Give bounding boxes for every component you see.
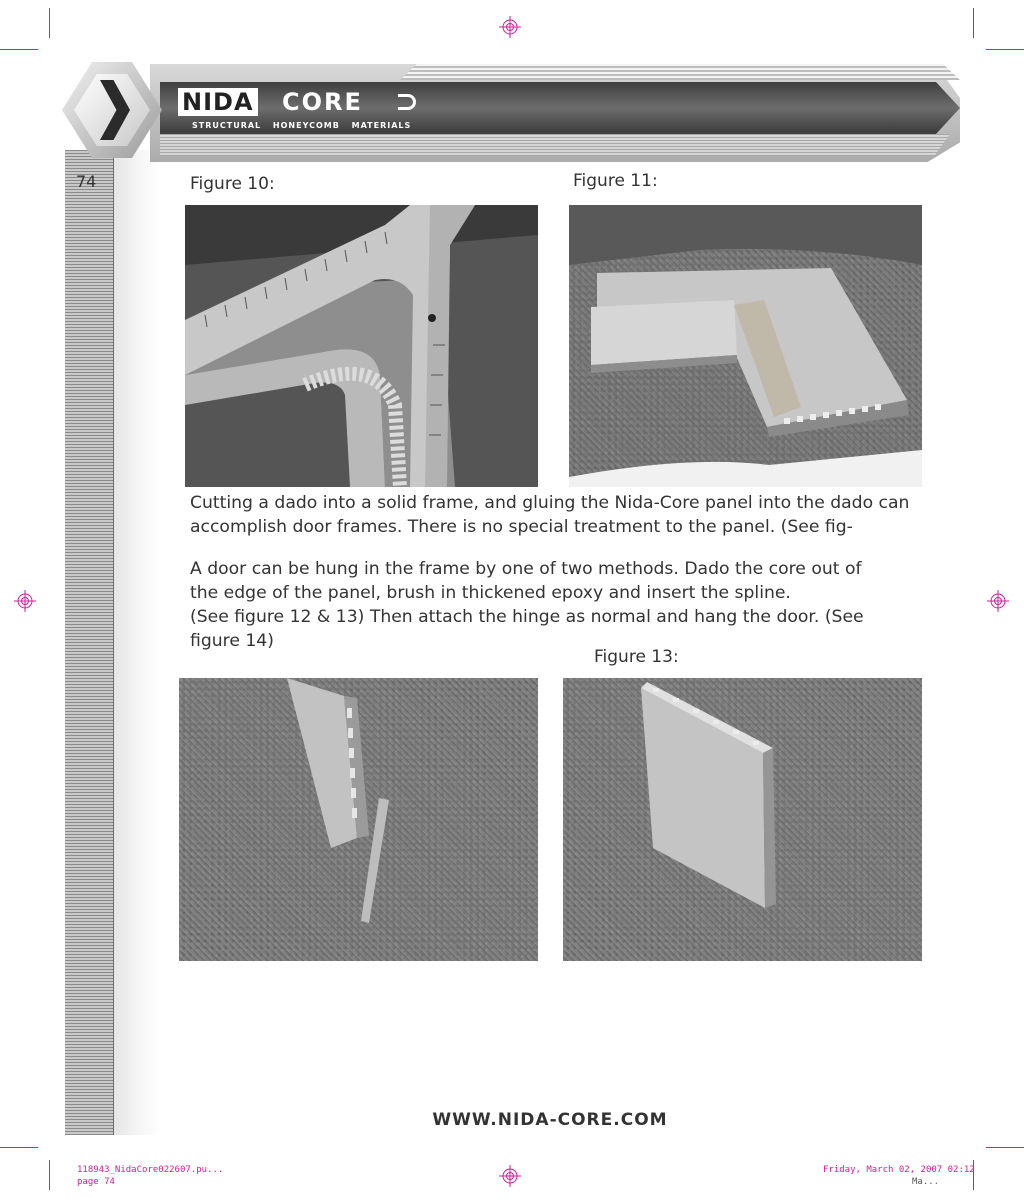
registration-target-icon (499, 1165, 521, 1187)
figure-13-illustration (563, 678, 922, 961)
slug-page: page 74 (77, 1177, 115, 1187)
paragraph-hanging-line-4: figure 14) (190, 631, 274, 651)
slug-file: 118943_NidaCore022607.pu... (77, 1165, 224, 1175)
page-number: 74 (76, 172, 97, 191)
sidebar-band (65, 150, 114, 1135)
website-url: WWW.NIDA-CORE.COM (432, 1110, 668, 1130)
registration-target-icon (14, 590, 36, 612)
figure-11-caption: Figure 11: (573, 171, 658, 191)
paragraph-hanging-line-2: the edge of the panel, brush in thickened epoxy and insert the spline. (190, 583, 791, 603)
figure-11-illustration (569, 205, 922, 487)
figure-10-illustration (185, 205, 538, 487)
figure-10-caption: Figure 10: (190, 174, 275, 194)
figure-13-caption: Figure 13: (594, 647, 679, 667)
paragraph-hanging-line-3: (See figure 12 & 13) Then attach the hinge as normal and hang the door. (See (190, 607, 864, 627)
figure-10-photo (185, 205, 538, 487)
brand-tagline: STRUCTURAL HONEYCOMB MATERIALS (192, 121, 412, 130)
slug-date: Friday, March 02, 2007 02:12 (823, 1165, 975, 1175)
paragraph-door-frames: Cutting a dado into a solid frame, and gluing the Nida-Core panel into the dado can accomplish door frames. There is no special treatment to the panel. (See fig- (190, 493, 910, 537)
figure-12-photo (179, 678, 538, 961)
crop-mark (986, 49, 1024, 50)
header-banner-stripe (400, 64, 960, 80)
crop-mark (986, 1147, 1024, 1148)
registration-target-icon (499, 16, 521, 38)
brand-core: CORE (282, 88, 363, 116)
registration-target-icon (987, 590, 1009, 612)
header-banner-lower (160, 134, 950, 156)
figure-12-illustration (179, 678, 538, 961)
figure-11-photo (569, 205, 922, 487)
crop-mark (49, 1160, 50, 1190)
crop-mark (0, 1147, 38, 1148)
paragraph-hanging-line-1: A door can be hung in the frame by one of two methods. Dado the core out of (190, 559, 862, 579)
crop-mark (973, 8, 974, 38)
figure-13-photo (563, 678, 922, 961)
sidebar-shadow (113, 150, 161, 1135)
crop-mark (0, 49, 38, 50)
brand-mark-icon (398, 94, 416, 110)
brand-nida: NIDA (178, 88, 258, 116)
slug-plate: Ma... (912, 1177, 940, 1187)
crop-mark (49, 8, 50, 38)
